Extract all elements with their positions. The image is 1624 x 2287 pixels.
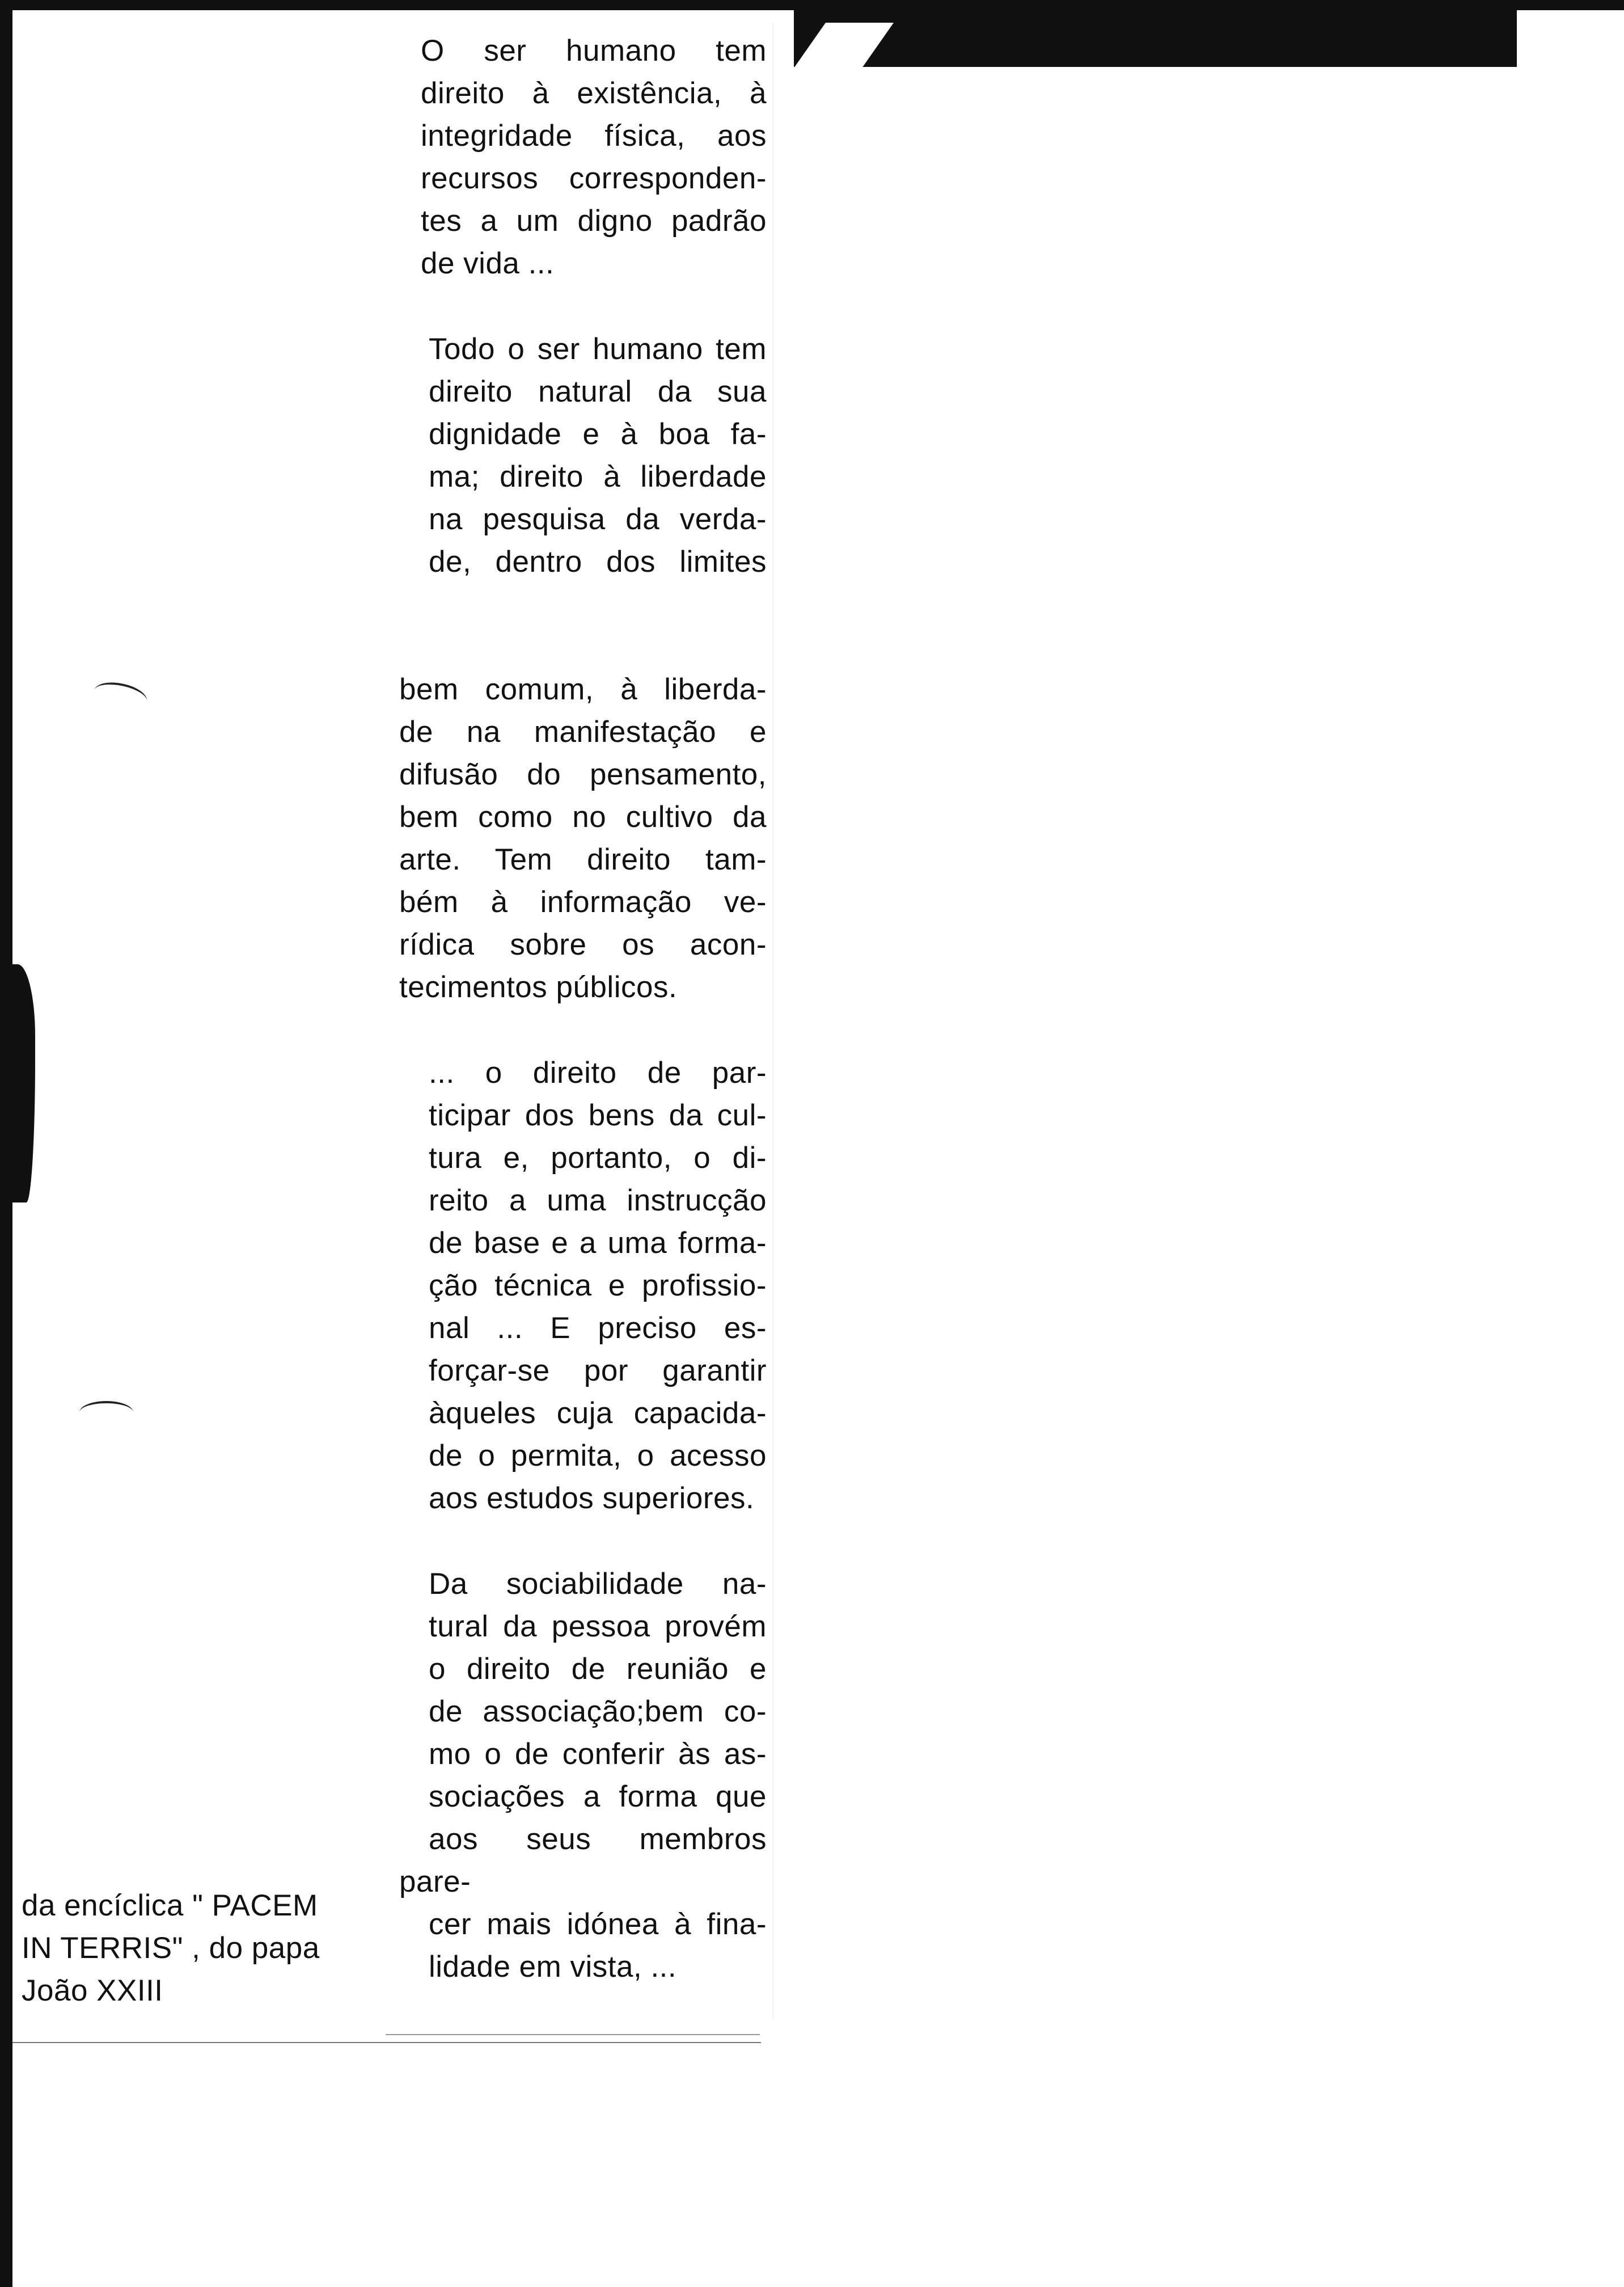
text-line: de o permita, o acesso <box>429 1439 767 1472</box>
text-line: ticipar dos bens da cul- <box>429 1099 767 1132</box>
text-line: tes a um digno padrão <box>421 204 767 238</box>
attribution-line: IN TERRIS" , do papa <box>22 1931 320 1965</box>
text-line: mo o de conferir às as- <box>429 1737 767 1771</box>
text-line: tecimentos públicos. <box>399 971 678 1004</box>
text-line: Da sociabilidade na- <box>429 1567 767 1601</box>
text-line: bem como no cultivo da <box>399 800 767 834</box>
paragraph-existence <box>399 29 767 285</box>
text-line: ... o direito de par- <box>429 1056 767 1090</box>
text-line: lidade em vista, ... <box>429 1950 677 1984</box>
text-line: difusão do pensamento, <box>399 758 767 791</box>
text-line: de vida ... <box>421 247 555 280</box>
text-line: de base e a uma forma- <box>429 1226 767 1260</box>
text-line: na pesquisa da verda- <box>429 503 767 536</box>
text-line: de na manifestação e <box>399 715 767 749</box>
clipping-bottom-rule <box>12 2042 761 2043</box>
text-line: direito à existência, à <box>421 77 767 110</box>
attribution-line: João XXIII <box>22 1974 163 2007</box>
text-line: arte. Tem direito tam- <box>399 843 767 876</box>
text-line: direito natural da sua <box>429 375 767 408</box>
attribution-line: da encíclica " PACEM <box>22 1889 318 1922</box>
text-line: ma; direito à liberdade <box>429 460 767 493</box>
text-line: reito a uma instrucção <box>429 1184 767 1217</box>
text-line: rídica sobre os acon- <box>399 928 767 961</box>
text-line: cer mais idónea à fina- <box>429 1908 767 1941</box>
text-line: sociações a forma que <box>429 1780 767 1813</box>
paragraph-dignity <box>399 328 767 583</box>
text-line: O ser humano tem <box>421 34 767 67</box>
text-line: dignidade e à boa fa- <box>429 417 767 451</box>
scan-dark-band <box>794 0 1517 67</box>
text-line: forçar-se por garantir <box>429 1354 767 1387</box>
text-line: àqueles cuja capacida- <box>429 1396 767 1430</box>
text-line: tural da pessoa provém <box>429 1610 767 1643</box>
text-line: bém à informação ve- <box>399 885 767 919</box>
text-line: de associação;bem co- <box>429 1695 767 1728</box>
text-line: aos estudos superiores. <box>429 1482 755 1515</box>
text-line: tura e, portanto, o di- <box>429 1141 767 1175</box>
source-attribution <box>22 1884 390 2012</box>
paragraph-culture <box>399 1052 767 1520</box>
scan-mark <box>79 1401 133 1424</box>
text-line: integridade física, aos <box>421 119 767 153</box>
scan-mark <box>91 678 149 714</box>
text-line: o direito de reunião e <box>429 1652 767 1686</box>
clipping-rule <box>386 2034 760 2035</box>
text-line: aos seus membros pare- <box>399 1822 767 1898</box>
text-line: Todo o ser humano tem <box>429 332 767 366</box>
text-line: de, dentro dos limites <box>429 545 767 579</box>
scan-ink-blot <box>6 964 35 1202</box>
text-line: bem comum, à liberda- <box>399 673 767 706</box>
text-column <box>399 29 767 2031</box>
column-edge-line <box>772 23 773 2019</box>
text-line: nal ... E preciso es- <box>429 1311 767 1345</box>
text-line: recursos corresponden- <box>421 162 767 195</box>
text-line: ção técnica e profissio- <box>429 1269 767 1302</box>
paragraph-association <box>399 1563 767 1988</box>
paragraph-expression <box>399 668 767 1009</box>
